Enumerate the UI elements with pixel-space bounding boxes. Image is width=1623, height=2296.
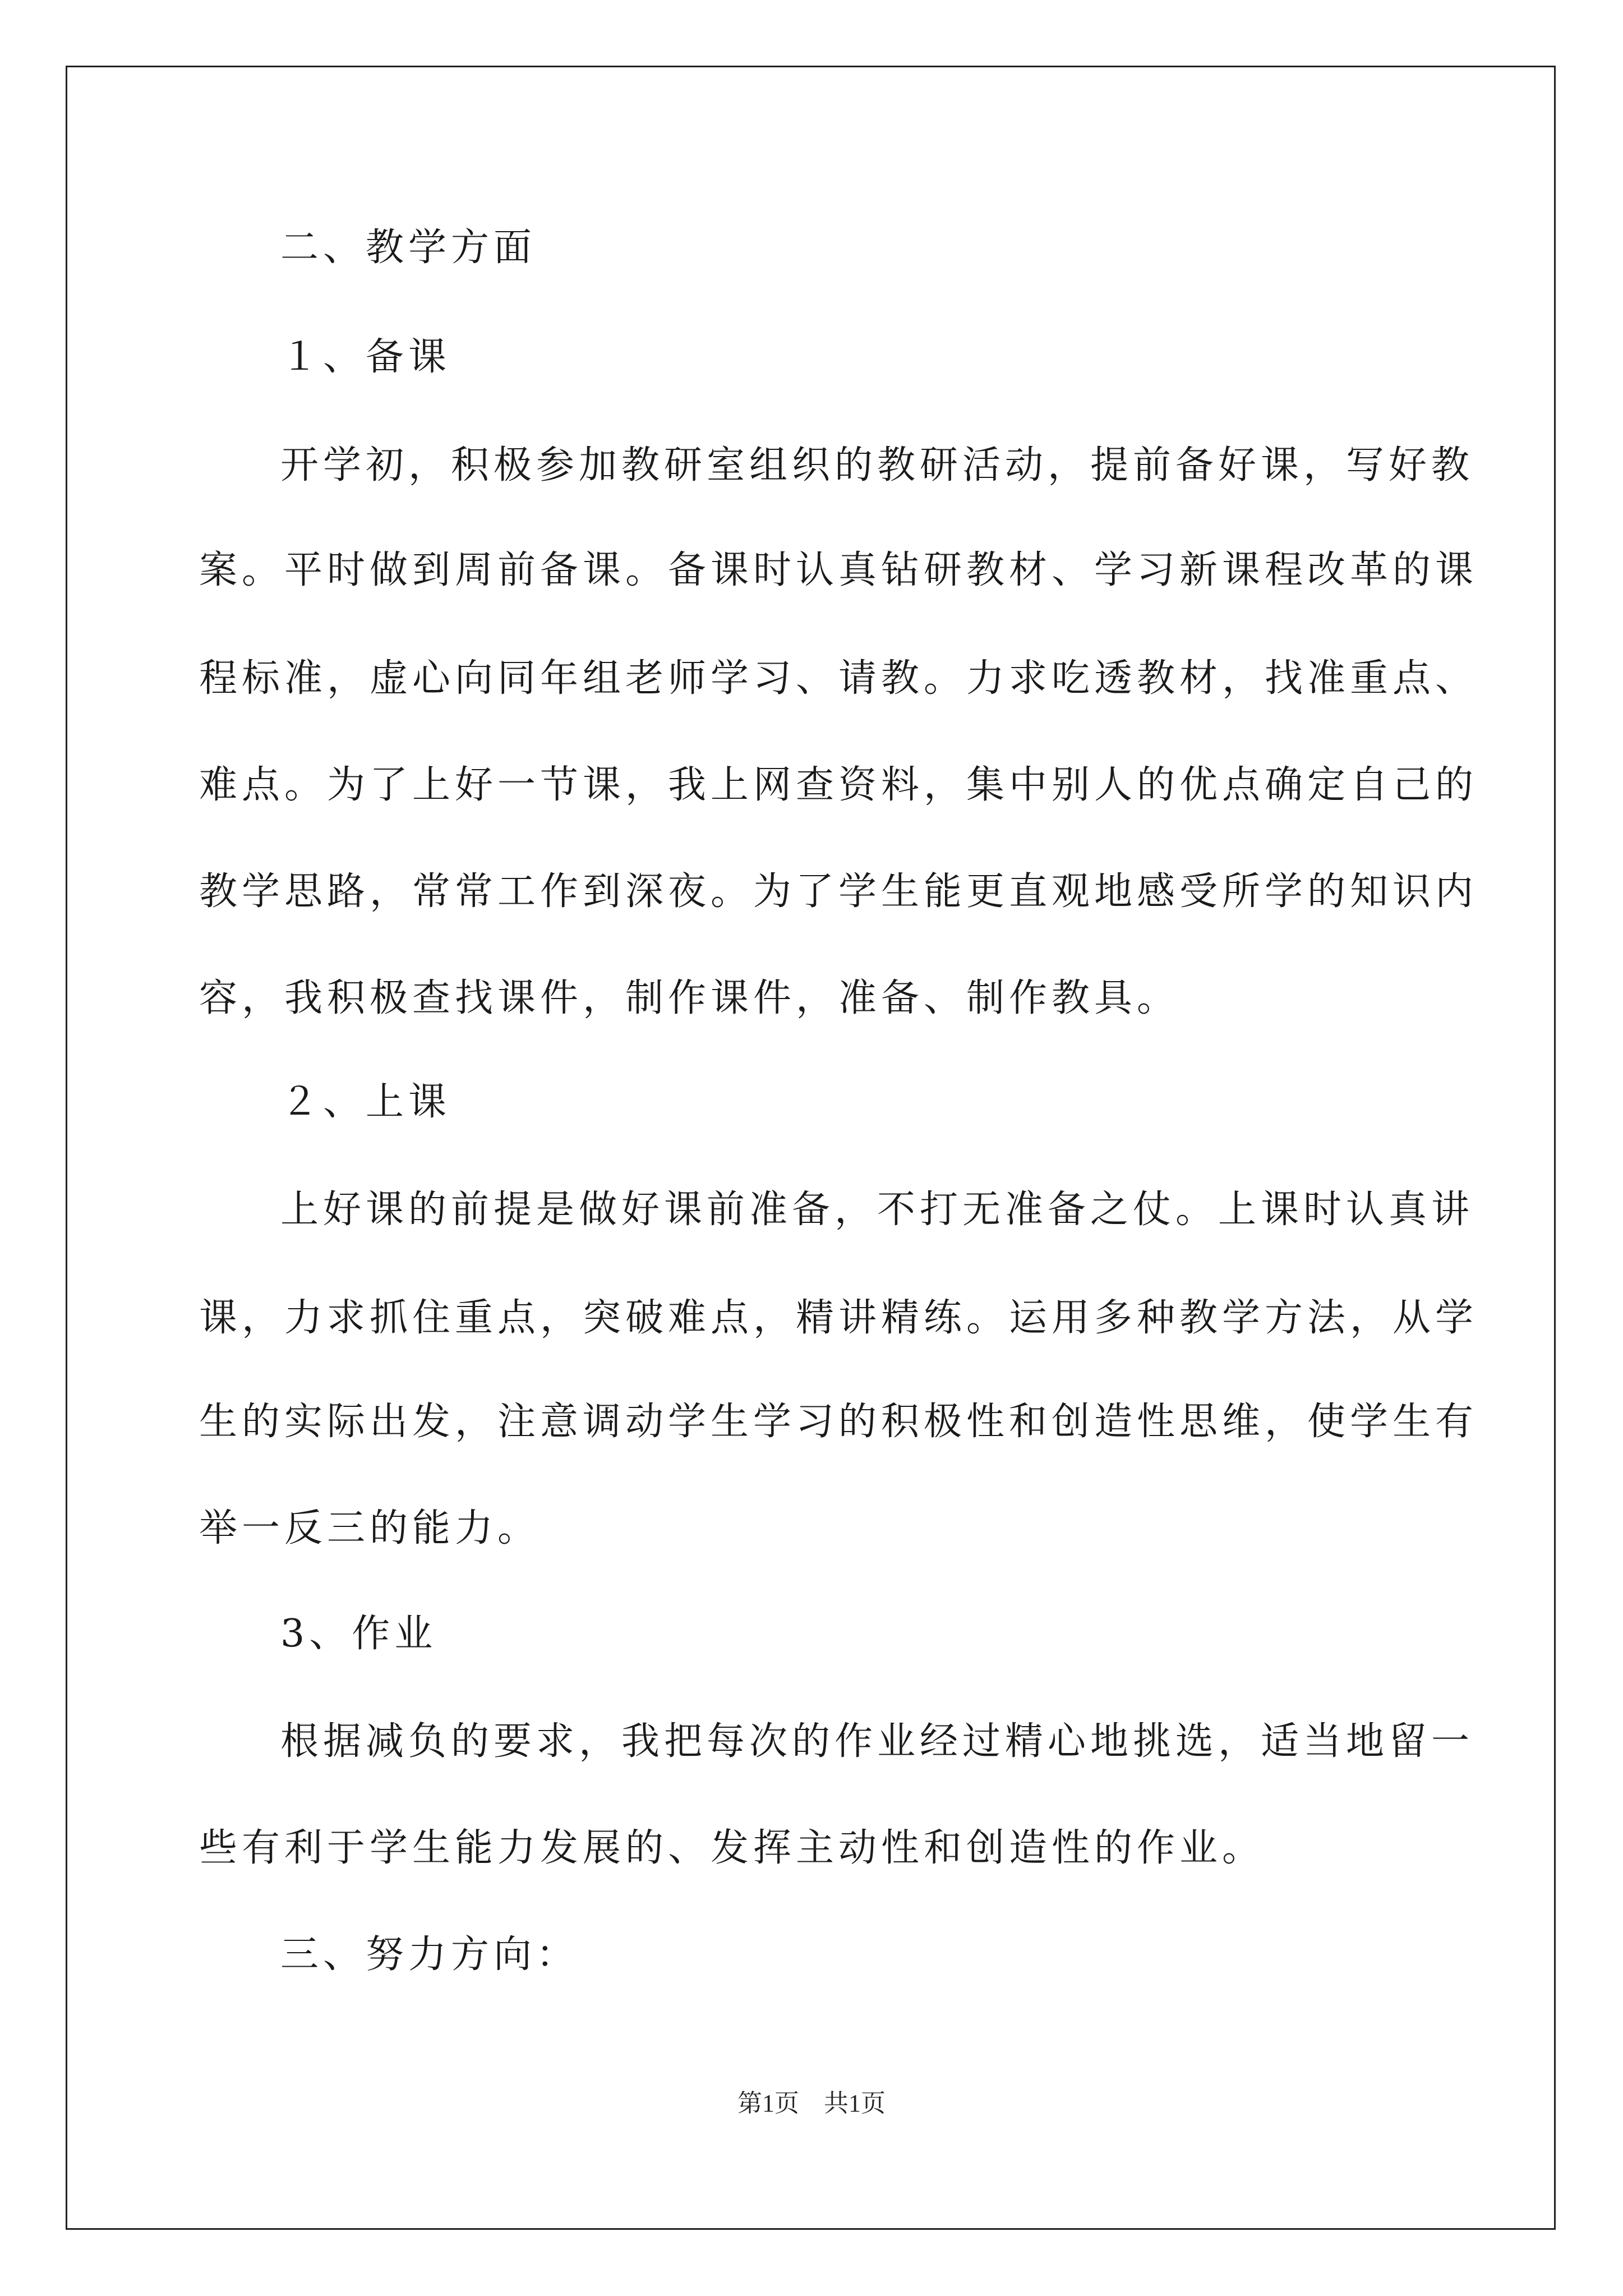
paragraph-line: 举一反三的能力。	[199, 1506, 541, 1550]
paragraph-line: 生的实际出发，注意调动学生学习的积极性和创造性思维，使学生有	[199, 1400, 1478, 1444]
paragraph-line: 案。平时做到周前备课。备课时认真钻研教材、学习新课程改革的课	[199, 548, 1478, 592]
paragraph-line: 容，我积极查找课件，制作课件，准备、制作教具。	[199, 976, 1180, 1020]
subheading-class: ２、上课	[280, 1080, 451, 1124]
paragraph-line: 些有利于学生能力发展的、发挥主动性和创造性的作业。	[199, 1826, 1265, 1870]
paragraph-line: 上好课的前提是做好课前准备，不打无准备之仗。上课时认真讲	[280, 1188, 1474, 1232]
subheading-homework: 3、作业	[280, 1612, 437, 1656]
subheading-lesson-prep: １、备课	[280, 335, 451, 379]
paragraph-line: 程标准，虚心向同年组老师学习、请教。力求吃透教材，找准重点、	[199, 656, 1478, 701]
page-number-footer: 第1页 共1页	[737, 2090, 886, 2117]
page-border	[66, 66, 1556, 2230]
paragraph-line: 课，力求抓住重点，突破难点，精讲精练。运用多种教学方法，从学	[199, 1296, 1478, 1340]
paragraph-line: 根据减负的要求，我把每次的作业经过精心地挑选，适当地留一	[280, 1719, 1474, 1764]
paragraph-line: 开学初，积极参加教研室组织的教研活动，提前备好课，写好教	[280, 443, 1474, 487]
paragraph-line: 教学思路，常常工作到深夜。为了学生能更直观地感受所学的知识内	[199, 869, 1478, 914]
section-heading-direction: 三、努力方向：	[280, 1932, 579, 1977]
paragraph-line: 难点。为了上好一节课，我上网查资料，集中别人的优点确定自己的	[199, 763, 1478, 807]
section-heading-teaching: 二、教学方面	[280, 226, 537, 270]
